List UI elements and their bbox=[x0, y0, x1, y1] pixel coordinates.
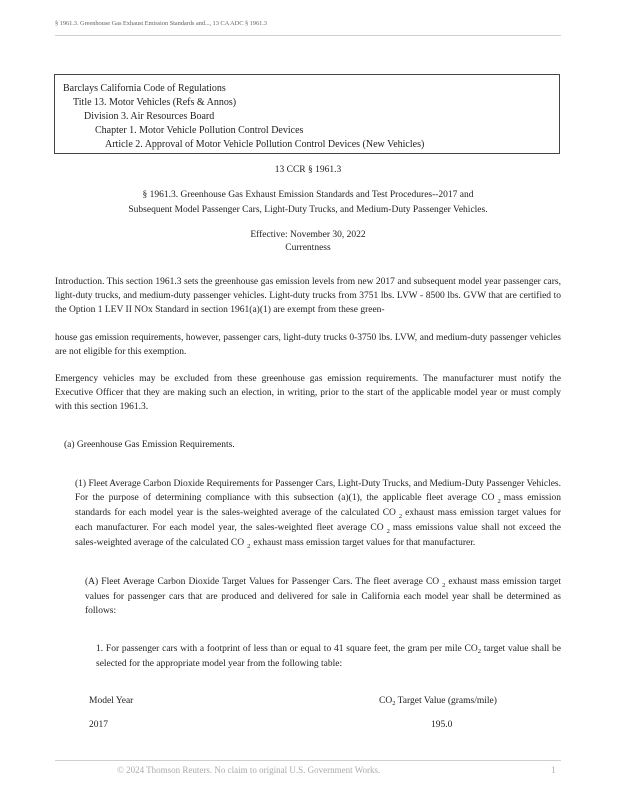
subscript-2: 2 bbox=[386, 528, 390, 535]
hierarchy-level-2: Division 3. Air Resources Board bbox=[84, 111, 215, 122]
intro-paragraph-continued: house gas emission requirements, however, passenger cars, light-duty trucks 0-3750 lbs. LVW, and medium-duty passenger vehicles are not eligible for this exemption. bbox=[55, 333, 561, 357]
paragraph-a1-A-1-text-2: target value shall be selected for the appropriate model year from the following table: bbox=[96, 644, 561, 669]
subscript-2: 2 bbox=[477, 648, 481, 655]
hierarchy-level-3: Chapter 1. Motor Vehicle Pollution Control Devices bbox=[95, 125, 304, 136]
paragraph-a1-text-2: mass emission standards for each model year is the sales-weighted average of the calculated CO bbox=[75, 493, 561, 518]
paragraph-a1-A-1-text-1: 1. For passenger cars with a footprint of less than or equal to 41 square feet, the gram per mile CO bbox=[96, 644, 478, 654]
effective-date: Effective: November 30, 2022 bbox=[250, 230, 366, 240]
paragraph-a1-A-text-1: (A) Fleet Average Carbon Dioxide Target Values for Passenger Cars. The fleet average CO bbox=[85, 577, 440, 587]
table-header-target-text: Target Value (grams/mile) bbox=[395, 696, 497, 706]
paragraph-a1-text-1: (1) Fleet Average Carbon Dioxide Requirements for Passenger Cars, Light-Duty Trucks, and Medium-Duty Passenger Vehicles. For the purpose of determining compliance with this subsection (a)(1), the applicable fleet average CO bbox=[75, 479, 561, 503]
subsection-a-heading: (a) Greenhouse Gas Emission Requirements. bbox=[64, 440, 235, 450]
paragraph-a1-A bbox=[85, 575, 561, 618]
footer-copyright: © 2024 Thomson Reuters. No claim to original U.S. Government Works. bbox=[117, 765, 381, 775]
table-header-model-year: Model Year bbox=[89, 696, 134, 706]
table-cell-value: 195.0 bbox=[431, 720, 453, 730]
hierarchy-level-1: Title 13. Motor Vehicles (Refs & Annos) bbox=[73, 97, 237, 108]
hierarchy-level-4: Article 2. Approval of Motor Vehicle Pollution Control Devices (New Vehicles) bbox=[105, 139, 425, 150]
table-header-co-text: CO bbox=[379, 696, 393, 706]
subscript-2: 2 bbox=[392, 700, 396, 707]
citation: 13 CCR § 1961.3 bbox=[274, 165, 342, 175]
paragraph-a1-A-1 bbox=[96, 642, 561, 671]
section-title-line-2: Subsequent Model Passenger Cars, Light-Duty Trucks, and Medium-Duty Passenger Vehicles. bbox=[128, 205, 488, 215]
paragraph-a1-A-text-2: exhaust mass emission target values for passenger cars that are produced and delivered for sale in California each model year shall be determined as follows: bbox=[85, 577, 561, 616]
paragraph-a1 bbox=[75, 477, 561, 551]
paragraph-a1-text-5: exhaust mass emission target values for that manufacturer. bbox=[253, 538, 476, 548]
subscript-2: 2 bbox=[398, 513, 403, 520]
hierarchy-level-0: Barclays California Code of Regulations bbox=[63, 83, 226, 94]
paragraph-a1-text-3: exhaust mass emission target values for each manufacturer. For each model year, the sales-weighted fleet average CO bbox=[75, 508, 561, 533]
emergency-vehicles-paragraph: Emergency vehicles may be excluded from these greenhouse gas emission requirements. The manufacturer must notify the Executive Officer that they are making such an election, in writing, prior to the start of the applicable model year or must comply with this section 1961.3. bbox=[55, 374, 561, 412]
subscript-2: 2 bbox=[497, 498, 501, 505]
intro-paragraph: Introduction. This section 1961.3 sets the greenhouse gas emission levels from new 2017 and subsequent model year passenger cars, light-duty trucks, and medium-duty passenger vehicles. Light-duty trucks from 3751 lbs. LVW - 8500 lbs. GVW that are certified to the Option 1 LEV II NOx Standard in section 1961(a)(1) are exempt from these green- bbox=[55, 277, 561, 315]
subscript-2: 2 bbox=[247, 543, 251, 550]
header-rule bbox=[55, 35, 561, 36]
currentness-link[interactable]: Currentness bbox=[285, 243, 331, 253]
table-header-target-value bbox=[379, 696, 497, 706]
hierarchy-box bbox=[54, 74, 560, 154]
table-cell-year: 2017 bbox=[89, 720, 108, 730]
running-head: § 1961.3. Greenhouse Gas Exhaust Emission Standards and..., 13 CA ADC § 1961.3 bbox=[55, 20, 267, 27]
page-number: 1 bbox=[551, 765, 556, 775]
footer-rule bbox=[55, 760, 561, 761]
section-title-line-1: § 1961.3. Greenhouse Gas Exhaust Emission Standards and Test Procedures--2017 and bbox=[142, 190, 474, 200]
paragraph-a1-text-4: mass emissions value shall not exceed the sales-weighted average of the calculated CO bbox=[75, 523, 561, 548]
subscript-2: 2 bbox=[442, 582, 446, 589]
